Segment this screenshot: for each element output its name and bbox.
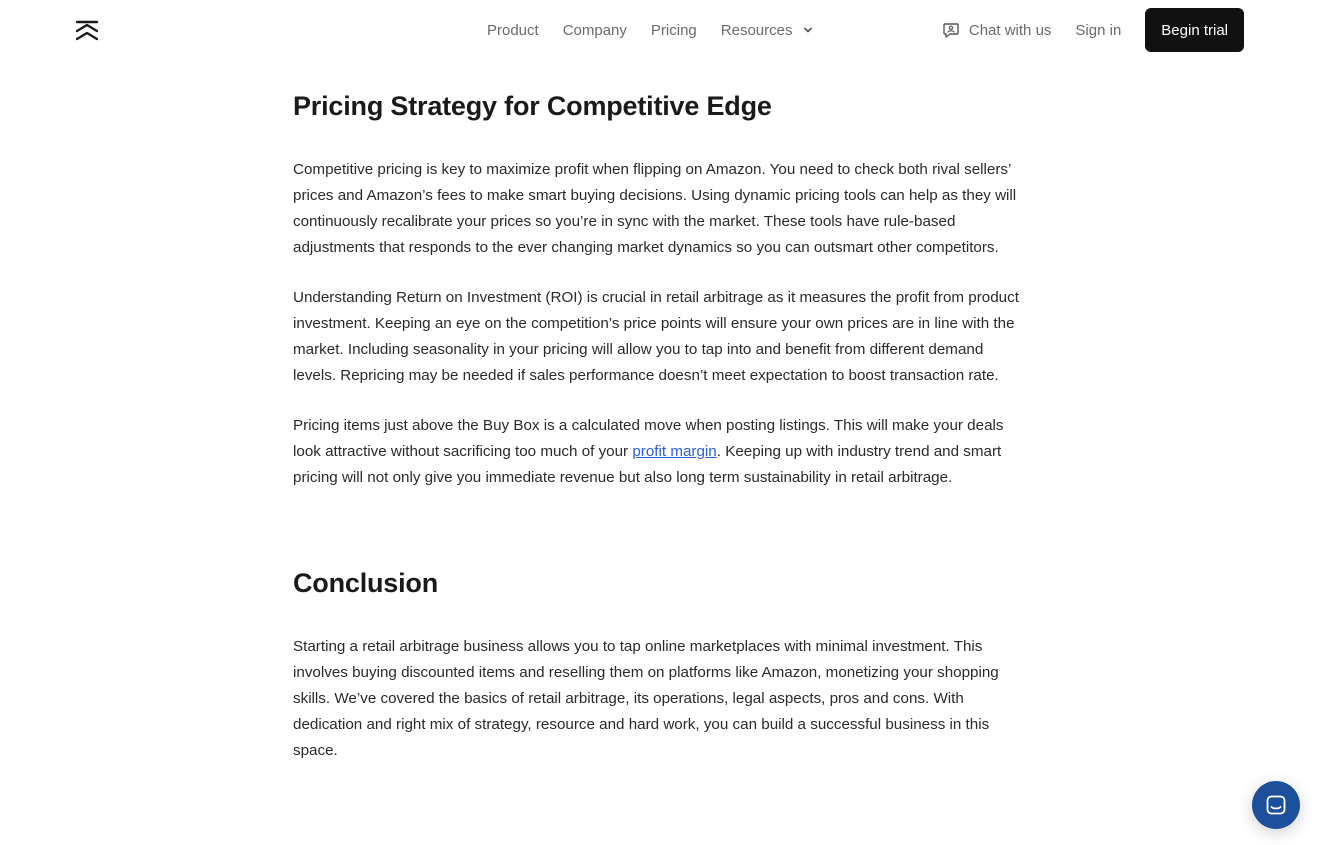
sign-in-link[interactable]: Sign in bbox=[1075, 21, 1122, 39]
nav-resources[interactable] bbox=[721, 22, 815, 39]
section-heading-conclusion: Conclusion bbox=[293, 568, 438, 598]
paragraph-conclusion: Starting a retail arbitrage business allows you to tap online marketplaces with minimal investment. This involves buying discounted items and reselling them on platforms like Amazon, monetizing your shopping skills. We’ve covered the basics of retail arbitrage, its operations, legal aspects, pros and cons. With dedication and right mix of strategy, resource and hard work, you can build a successful business in this space. bbox=[293, 638, 999, 759]
messenger-launcher-button[interactable] bbox=[1252, 781, 1300, 829]
chevron-down-icon bbox=[802, 24, 814, 36]
nav-company[interactable]: Company bbox=[562, 21, 627, 39]
paragraph-buy-box bbox=[293, 413, 1025, 491]
main-nav bbox=[487, 20, 814, 40]
nav-product[interactable]: Product bbox=[487, 21, 539, 39]
begin-trial-button[interactable]: Begin trial bbox=[1145, 8, 1244, 52]
site-header bbox=[0, 0, 1322, 60]
nav-pricing[interactable]: Pricing bbox=[650, 21, 697, 39]
chat-bubble-icon bbox=[942, 21, 960, 39]
chat-with-us-link[interactable] bbox=[942, 21, 1052, 39]
article-body bbox=[293, 86, 1025, 788]
logo-icon[interactable] bbox=[75, 18, 99, 42]
section-heading-pricing-strategy: Pricing Strategy for Competitive Edge bbox=[293, 91, 772, 121]
chat-with-us-label: Chat with us bbox=[968, 21, 1052, 39]
header-actions bbox=[942, 8, 1244, 52]
paragraph-buy-box-text-start: Pricing items just above the Buy Box is a calculated move when posting listings. This will make your deals look attractive without sacrificing too much of your bbox=[293, 417, 1004, 460]
nav-resources-label: Resources bbox=[720, 21, 793, 39]
paragraph-roi: Understanding Return on Investment (ROI) is crucial in retail arbitrage as it measures the profit from product investment. Keeping an eye on the competition’s price points will ensure your own prices are in line with the market. Including seasonality in your pricing will allow you to tap into and benefit from different demand levels. Repricing may be needed if sales performance doesn’t meet expectation to boost transaction rate. bbox=[293, 289, 1019, 384]
messenger-icon bbox=[1264, 793, 1288, 817]
paragraph-buy-box-text-end: . Keeping up with industry trend and smart pricing will not only give you immediate revenue but also long term sustainability in retail arbitrage. bbox=[293, 443, 1002, 486]
paragraph-competitive-pricing: Competitive pricing is key to maximize profit when flipping on Amazon. You need to check both rival sellers’ prices and Amazon’s fees to make smart buying decisions. Using dynamic pricing tools can help as they will continuously recalibrate your prices so you’re in sync with the market. These tools have rule-based adjustments that responds to the ever changing market dynamics so you can outsmart other competitors. bbox=[293, 161, 1017, 256]
profit-margin-link[interactable]: profit margin bbox=[632, 443, 717, 460]
